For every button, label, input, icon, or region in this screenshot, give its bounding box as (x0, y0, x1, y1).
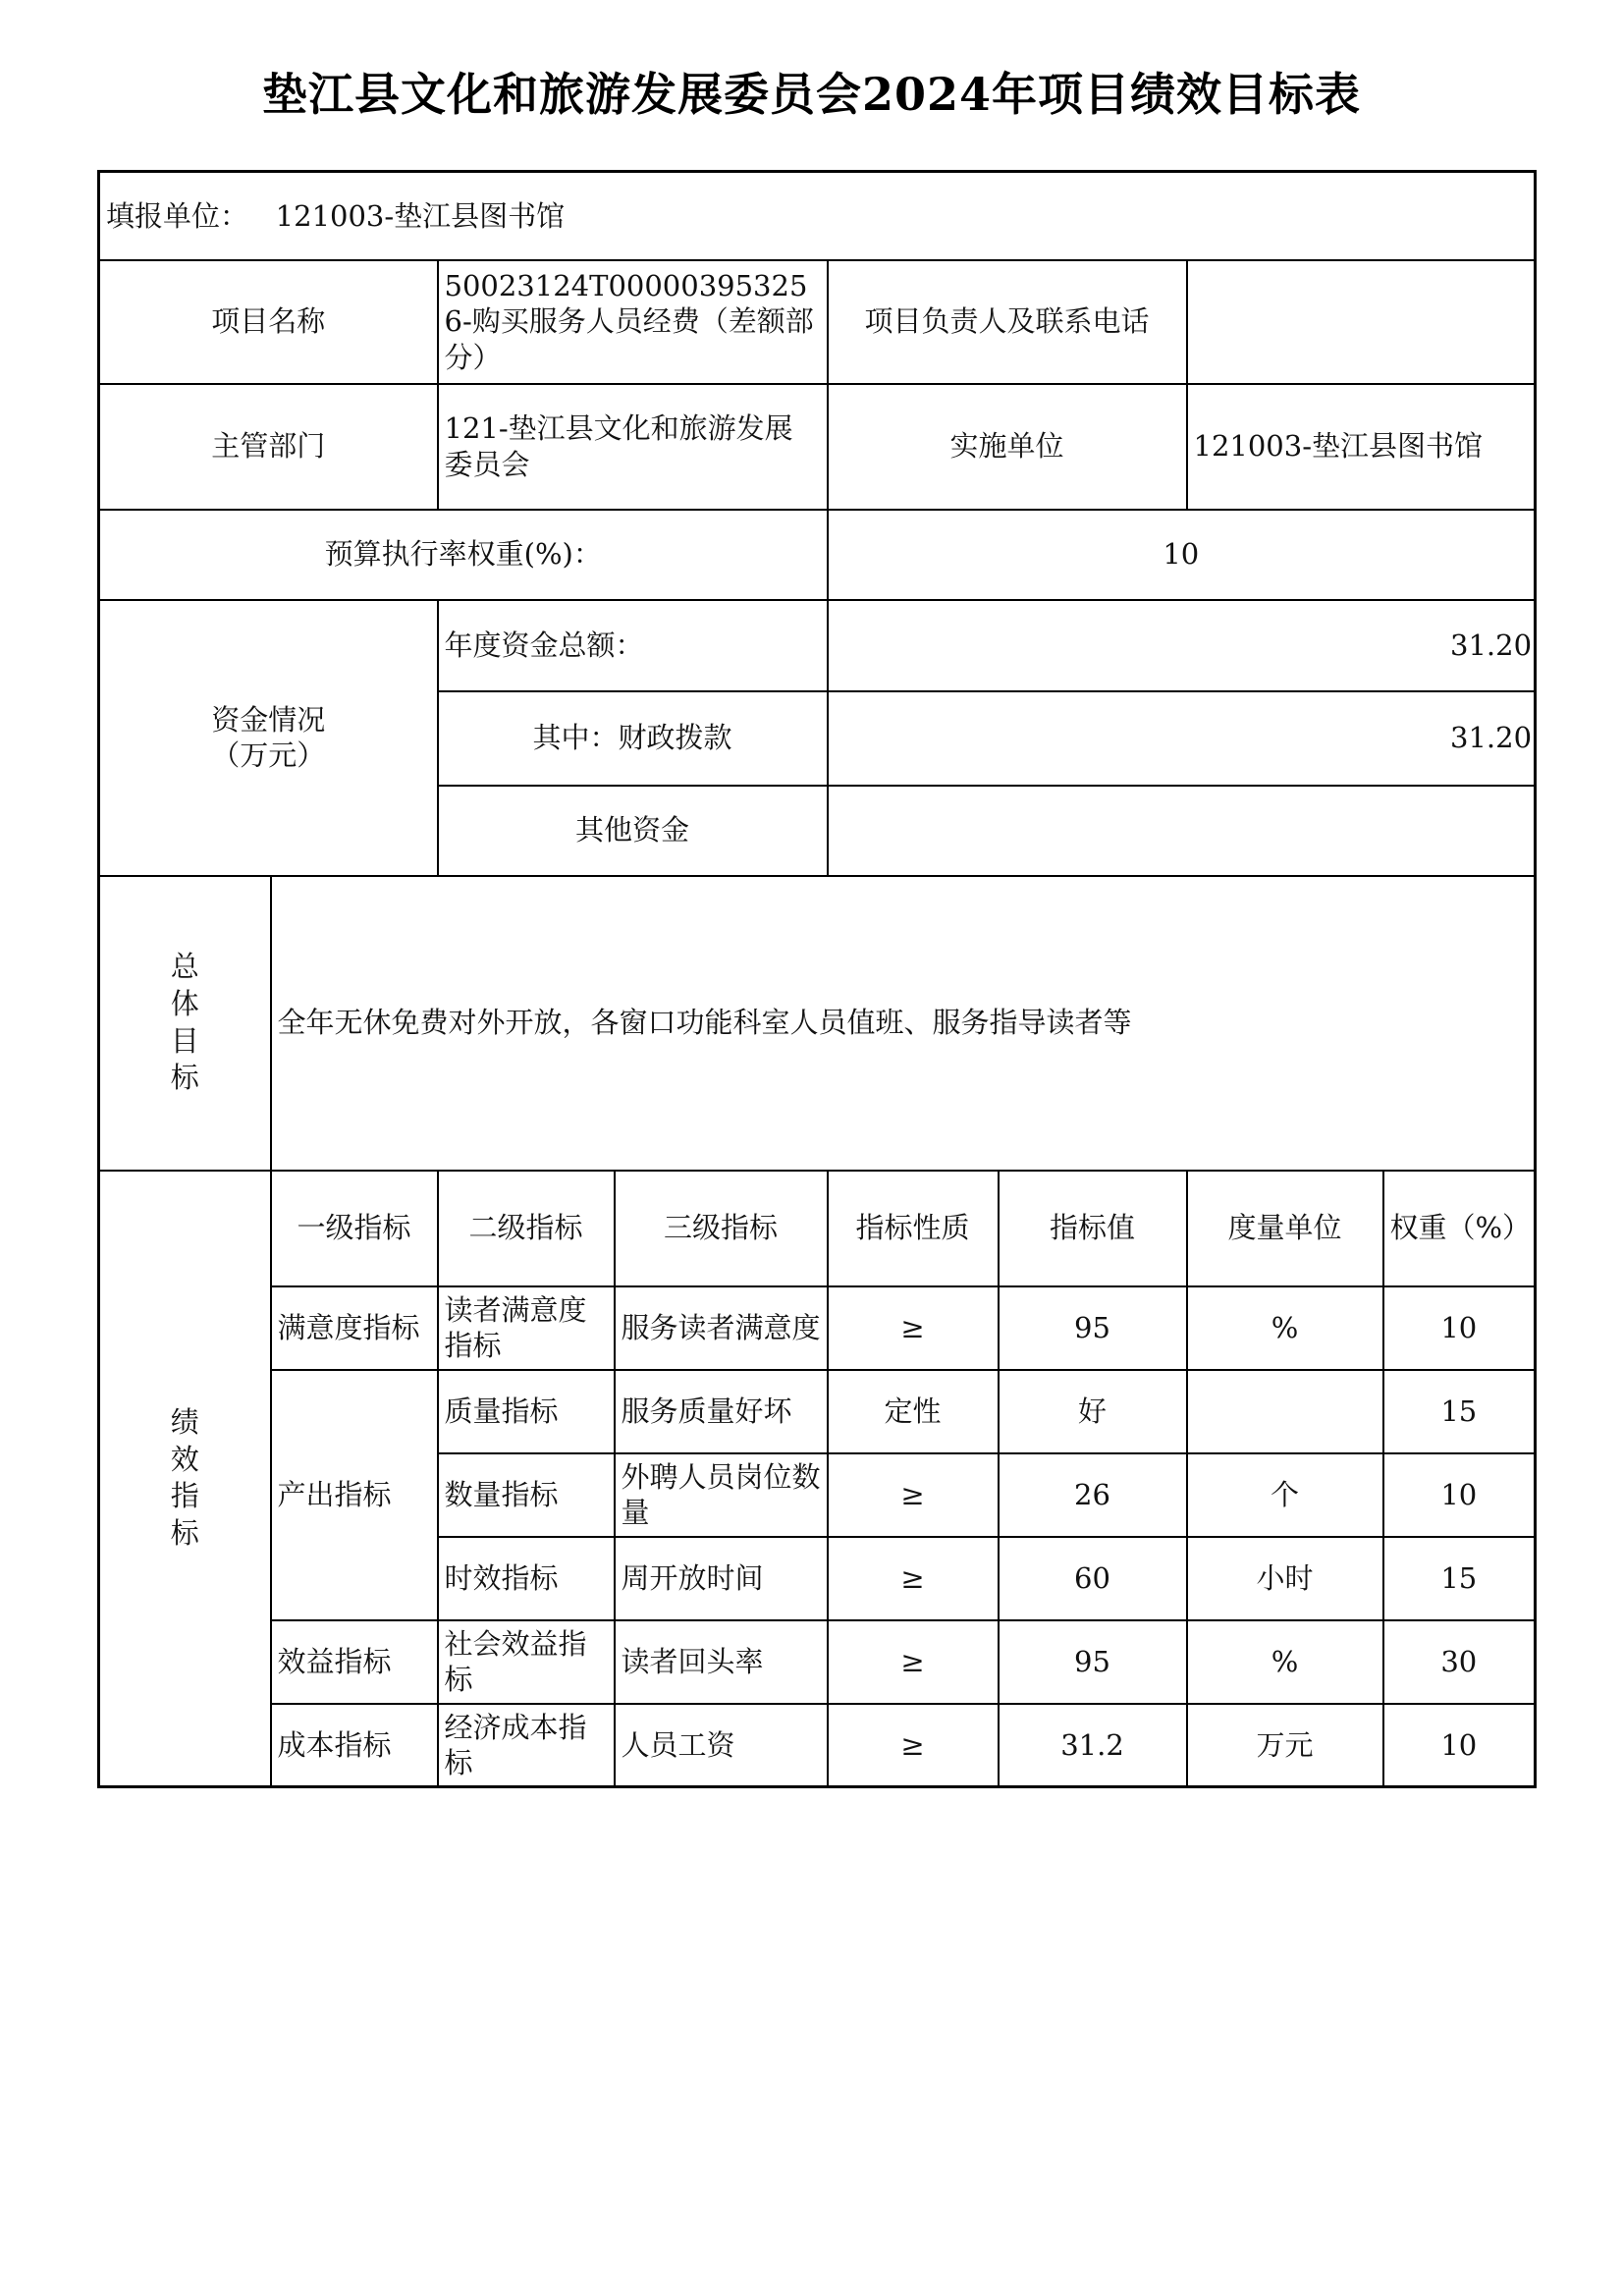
column-header: 指标性质 (828, 1171, 999, 1286)
value-cell: 31.2 (999, 1704, 1187, 1787)
nature-cell: ≥ (828, 1537, 999, 1620)
department-row (99, 384, 1536, 510)
funds-total-label: 年度资金总额： (438, 600, 828, 691)
weight-cell: 10 (1383, 1286, 1536, 1370)
indicator-row (99, 1286, 1536, 1370)
indicator-header-row (99, 1171, 1536, 1286)
weight-cell: 15 (1383, 1537, 1536, 1620)
reporting-unit-label: 填报单位： (106, 198, 249, 233)
funds-other-label: 其他资金 (438, 786, 828, 876)
value-cell: 95 (999, 1286, 1187, 1370)
column-header: 三级指标 (615, 1171, 828, 1286)
unit-cell: % (1187, 1620, 1383, 1704)
funds-label (99, 600, 438, 876)
indicator-row (99, 1704, 1536, 1787)
funds-fiscal-label: 其中：财政拨款 (438, 691, 828, 786)
reporting-unit-value: 121003-垫江县图书馆 (275, 198, 566, 233)
level1-cell: 成本指标 (271, 1704, 438, 1787)
column-header: 二级指标 (438, 1171, 615, 1286)
value-cell: 26 (999, 1453, 1187, 1537)
weight-cell: 10 (1383, 1453, 1536, 1537)
level3-cell: 外聘人员岗位数量 (615, 1453, 828, 1537)
performance-indicator-label-text: 绩效指标 (170, 1404, 199, 1550)
nature-cell: ≥ (828, 1620, 999, 1704)
funds-label-line1: 资金情况 (211, 702, 326, 737)
funds-other-value (828, 786, 1536, 876)
funds-total-row (99, 600, 1536, 691)
unit-cell (1187, 1370, 1383, 1453)
column-header: 度量单位 (1187, 1171, 1383, 1286)
department-label: 主管部门 (99, 384, 438, 510)
level2-cell: 经济成本指标 (438, 1704, 615, 1787)
reporting-unit-row (99, 172, 1536, 260)
funds-fiscal-value: 31.20 (828, 691, 1536, 786)
weight-cell: 30 (1383, 1620, 1536, 1704)
implementing-unit-label: 实施单位 (828, 384, 1187, 510)
level1-cell: 效益指标 (271, 1620, 438, 1704)
column-header: 权重（%） (1383, 1171, 1536, 1286)
column-header: 指标值 (999, 1171, 1187, 1286)
budget-rate-value: 10 (828, 510, 1536, 600)
nature-cell: ≥ (828, 1286, 999, 1370)
project-contact-label: 项目负责人及联系电话 (828, 260, 1187, 384)
overall-goal-label (99, 876, 271, 1171)
department-value: 121-垫江县文化和旅游发展委员会 (438, 384, 828, 510)
indicator-row (99, 1620, 1536, 1704)
level2-cell: 数量指标 (438, 1453, 615, 1537)
nature-cell: 定性 (828, 1370, 999, 1453)
funds-label-line2: （万元） (211, 738, 326, 772)
overall-goal-text: 全年无休免费对外开放，各窗口功能科室人员值班、服务指导读者等 (271, 876, 1536, 1171)
level2-cell: 社会效益指标 (438, 1620, 615, 1704)
level3-cell: 周开放时间 (615, 1537, 828, 1620)
unit-cell: % (1187, 1286, 1383, 1370)
indicator-row (99, 1370, 1536, 1453)
overall-goal-label-text: 总体目标 (170, 950, 199, 1095)
project-contact-value (1187, 260, 1536, 384)
level3-cell: 服务读者满意度 (615, 1286, 828, 1370)
performance-indicator-label (99, 1171, 271, 1787)
value-cell: 60 (999, 1537, 1187, 1620)
project-name-label: 项目名称 (99, 260, 438, 384)
value-cell: 好 (999, 1370, 1187, 1453)
implementing-unit-value: 121003-垫江县图书馆 (1187, 384, 1536, 510)
weight-cell: 10 (1383, 1704, 1536, 1787)
funds-total-value: 31.20 (828, 600, 1536, 691)
level2-cell: 时效指标 (438, 1537, 615, 1620)
unit-cell: 万元 (1187, 1704, 1383, 1787)
level3-cell: 读者回头率 (615, 1620, 828, 1704)
project-name-row (99, 260, 1536, 384)
level1-cell: 满意度指标 (271, 1286, 438, 1370)
level2-cell: 读者满意度指标 (438, 1286, 615, 1370)
project-name-value: 50023124T000003953256-购买服务人员经费（差额部分） (438, 260, 828, 384)
reporting-unit-cell (99, 172, 1536, 260)
performance-target-table (97, 170, 1537, 1788)
budget-rate-label: 预算执行率权重(%)： (99, 510, 828, 600)
level2-cell: 质量指标 (438, 1370, 615, 1453)
level3-cell: 人员工资 (615, 1704, 828, 1787)
value-cell: 95 (999, 1620, 1187, 1704)
unit-cell: 小时 (1187, 1537, 1383, 1620)
overall-goal-row (99, 876, 1536, 1171)
level3-cell: 服务质量好坏 (615, 1370, 828, 1453)
column-header: 一级指标 (271, 1171, 438, 1286)
weight-cell: 15 (1383, 1370, 1536, 1453)
page-title: 垫江县文化和旅游发展委员会2024年项目绩效目标表 (261, 68, 1362, 121)
nature-cell: ≥ (828, 1453, 999, 1537)
unit-cell: 个 (1187, 1453, 1383, 1537)
nature-cell: ≥ (828, 1704, 999, 1787)
level1-cell: 产出指标 (271, 1370, 438, 1620)
budget-rate-row (99, 510, 1536, 600)
